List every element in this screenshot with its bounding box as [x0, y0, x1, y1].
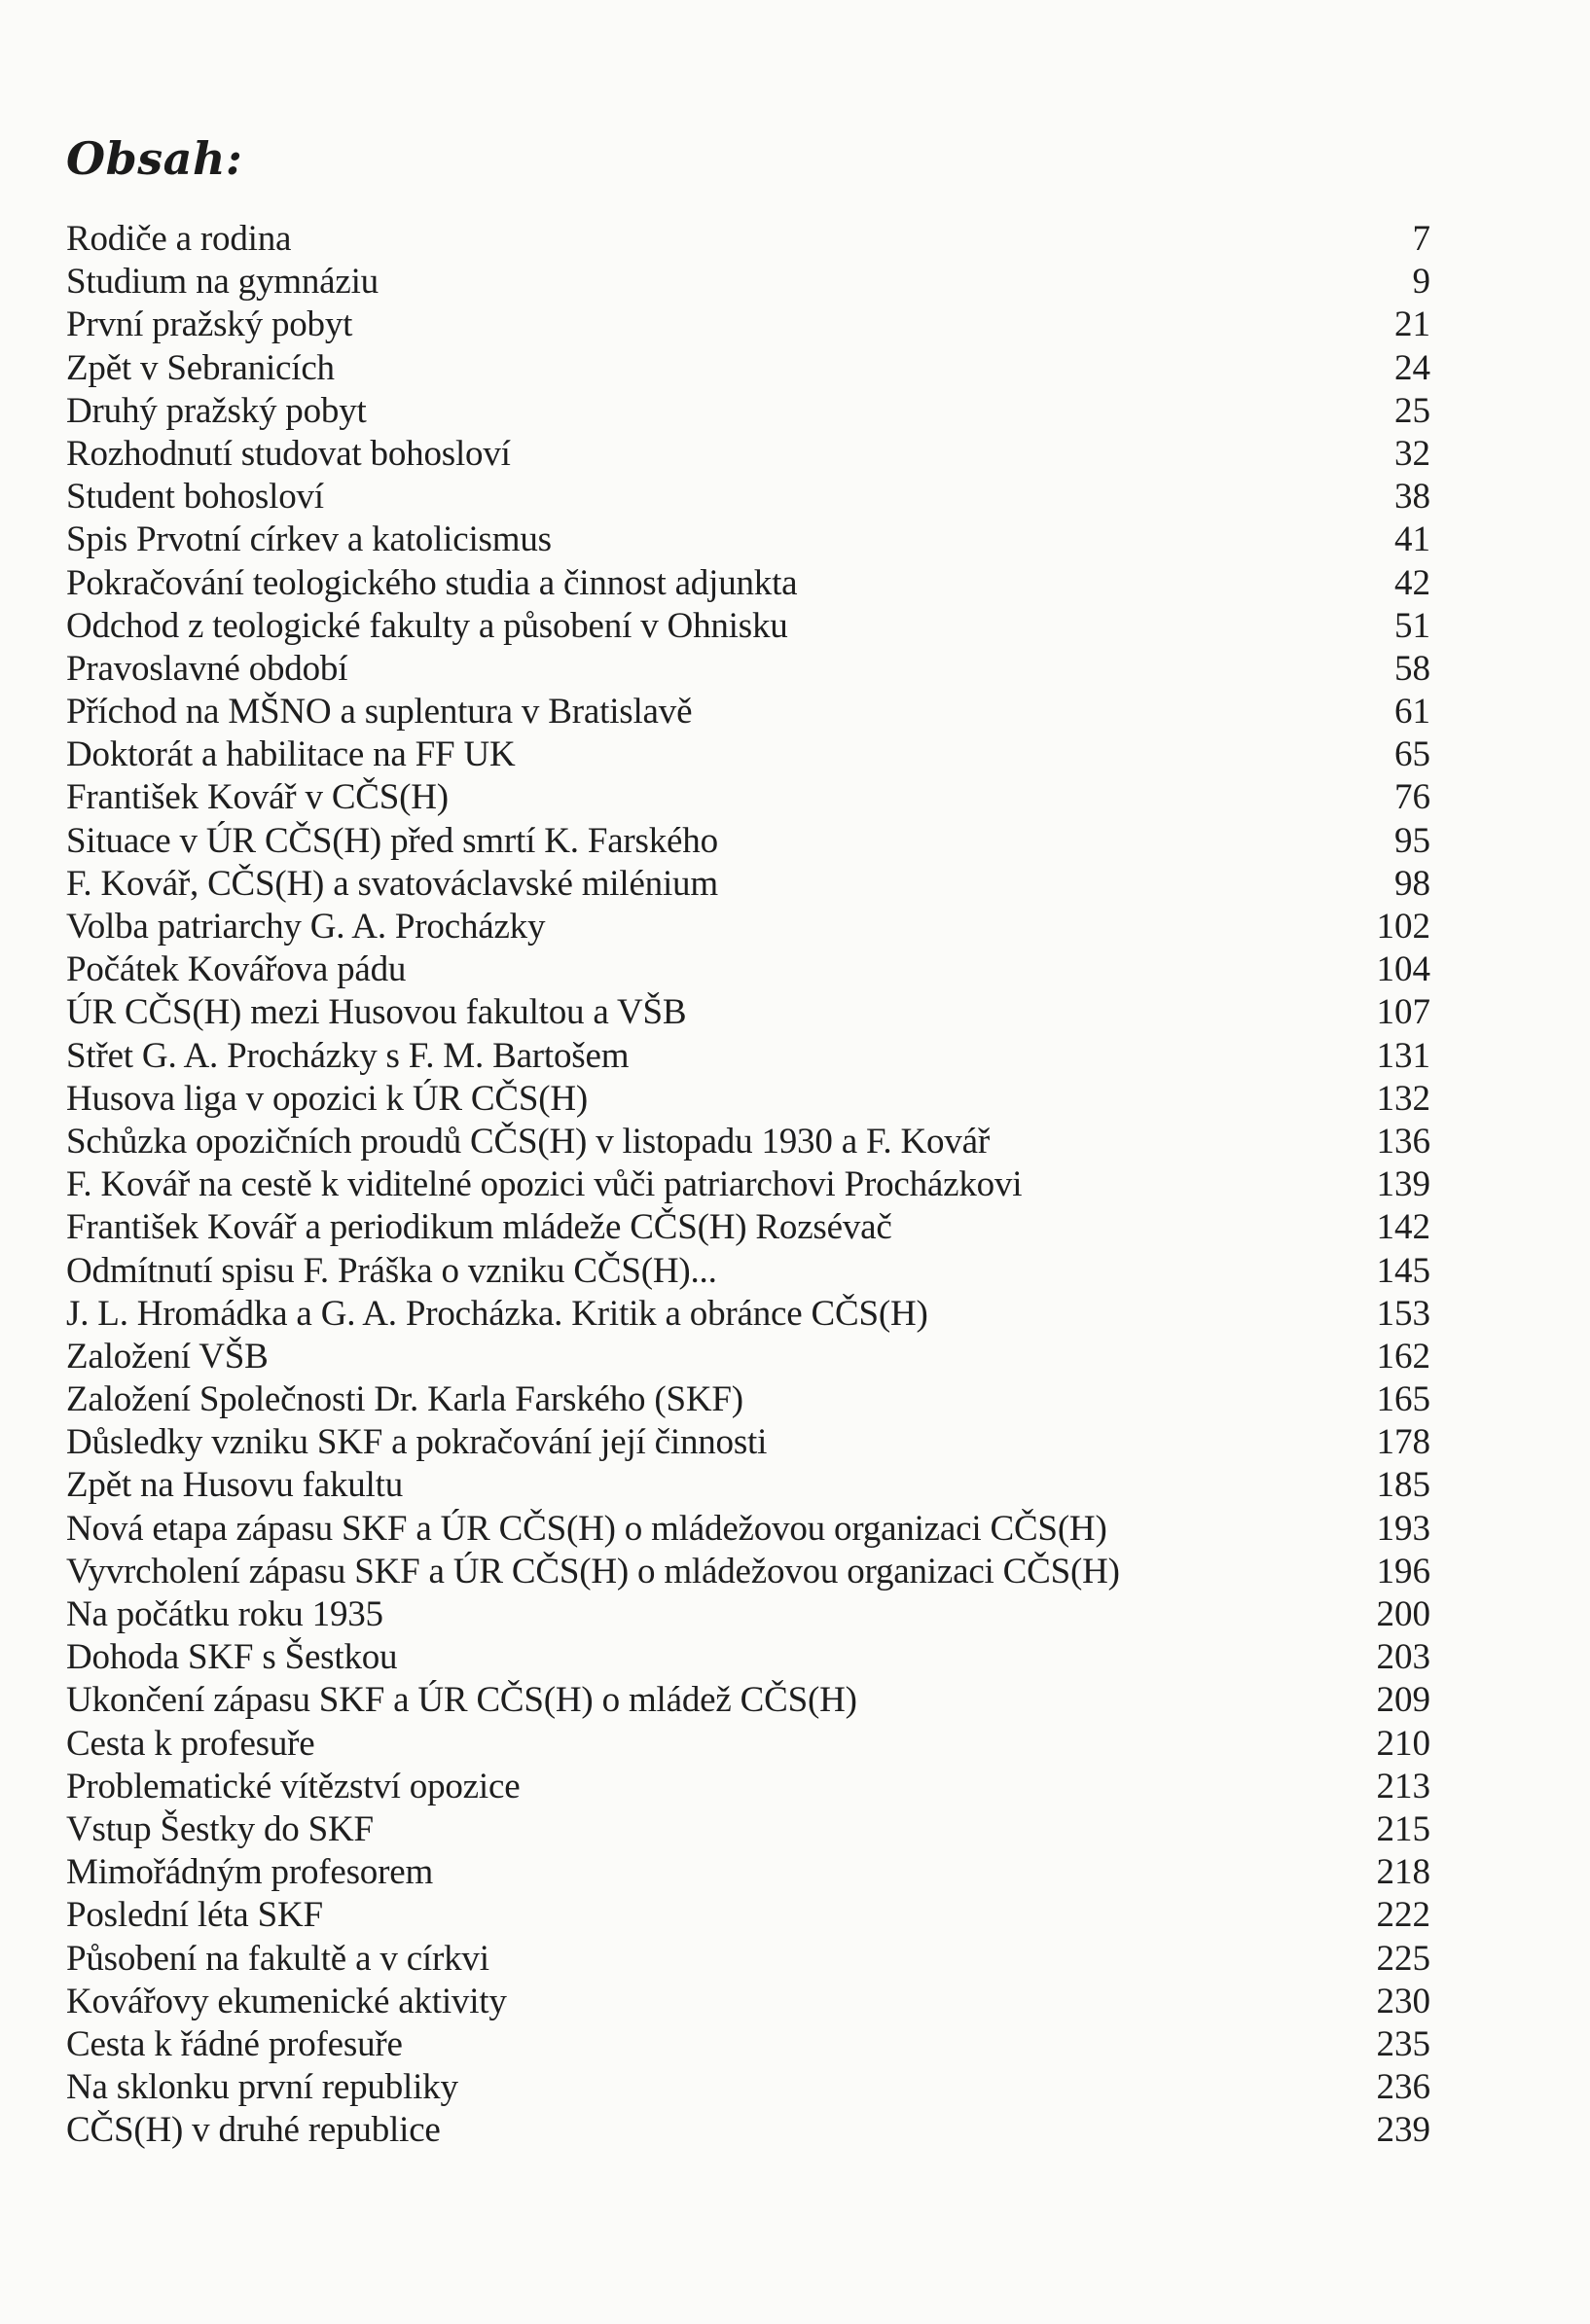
toc-entry-page-number: 225 — [1376, 1938, 1430, 1979]
toc-entry-title: Střet G. A. Procházky s F. M. Bartošem — [66, 1035, 630, 1076]
toc-entry-title: Pokračování teologického studia a činnost adjunkta — [66, 562, 798, 603]
toc-entry — [66, 1508, 1430, 1551]
toc-entry-page-number: 38 — [1394, 477, 1430, 518]
toc-entry-title: Problematické vítězství opozice — [66, 1766, 521, 1806]
toc-entry-title: Poslední léta SKF — [66, 1895, 323, 1936]
toc-entry-page-number: 178 — [1376, 1422, 1430, 1463]
toc-entry-page-number: 203 — [1376, 1637, 1430, 1678]
toc-entry-page-number: 42 — [1394, 562, 1430, 603]
toc-entry-page-number: 215 — [1376, 1808, 1430, 1849]
toc-entry — [66, 776, 1430, 819]
toc-entry — [66, 476, 1430, 518]
toc-entry-title: Cesta k profesuře — [66, 1723, 315, 1764]
toc-entry — [66, 1766, 1430, 1808]
toc-entry — [66, 1636, 1430, 1679]
toc-entry — [66, 1464, 1430, 1507]
toc-entry — [66, 2066, 1430, 2109]
toc-entry-page-number: 162 — [1376, 1336, 1430, 1377]
toc-entry-page-number: 21 — [1394, 304, 1430, 345]
toc-entry — [66, 863, 1430, 906]
toc-entry-title: Odchod z teologické fakulty a působení v Ohnisku — [66, 605, 788, 646]
toc-entry-title: Nová etapa zápasu SKF a ÚR CČS(H) o mládežovou organizaci CČS(H) — [66, 1508, 1107, 1549]
toc-entry-title: Zpět v Sebranicích — [66, 347, 335, 388]
toc-entry — [66, 1206, 1430, 1249]
toc-entry-page-number: 236 — [1376, 2067, 1430, 2108]
toc-entry — [66, 733, 1430, 776]
toc-entry-title: J. L. Hromádka a G. A. Procházka. Kritik a obránce CČS(H) — [66, 1293, 928, 1334]
toc-entry-page-number: 209 — [1376, 1680, 1430, 1721]
toc-entry-title: Volba patriarchy G. A. Procházky — [66, 907, 546, 947]
toc-entry — [66, 433, 1430, 476]
toc-entry-title: Založení Společnosti Dr. Karla Farského (SKF) — [66, 1379, 743, 1420]
toc-entry — [66, 1035, 1430, 1078]
toc-entry-page-number: 32 — [1394, 433, 1430, 474]
toc-entry-page-number: 200 — [1376, 1594, 1430, 1634]
toc-entry-title: ÚR CČS(H) mezi Husovou fakultou a VŠB — [66, 992, 687, 1033]
toc-entry-page-number: 104 — [1376, 949, 1430, 990]
toc-entry-page-number: 58 — [1394, 648, 1430, 689]
toc-entry-page-number: 136 — [1376, 1121, 1430, 1162]
toc-entry-title: F. Kovář na cestě k viditelné opozici vůči patriarchovi Procházkovi — [66, 1164, 1023, 1205]
toc-entry-title: Důsledky vzniku SKF a pokračování její činnosti — [66, 1422, 768, 1463]
toc-entry-page-number: 235 — [1376, 2023, 1430, 2064]
toc-entry-title: František Kovář a periodikum mládeže CČS(H) Rozsévač — [66, 1207, 892, 1248]
toc-entry-title: F. Kovář, CČS(H) a svatováclavské milénium — [66, 863, 718, 904]
toc-entry-page-number: 95 — [1394, 820, 1430, 861]
toc-entry-title: Husova liga v opozici k ÚR CČS(H) — [66, 1078, 589, 1119]
toc-entry-title: Dohoda SKF s Šestkou — [66, 1637, 398, 1678]
toc-entry-page-number: 107 — [1376, 992, 1430, 1033]
toc-entry — [66, 1250, 1430, 1293]
toc-entry-page-number: 185 — [1376, 1465, 1430, 1506]
toc-entry-page-number: 213 — [1376, 1766, 1430, 1806]
toc-entry-page-number: 165 — [1376, 1379, 1430, 1420]
toc-entry — [66, 218, 1430, 261]
toc-entry-page-number: 131 — [1376, 1035, 1430, 1076]
toc-entry-title: Na sklonku první republiky — [66, 2067, 458, 2108]
toc-entry-title: Schůzka opozičních proudů CČS(H) v listopadu 1930 a F. Kovář — [66, 1121, 990, 1162]
toc-entry — [66, 1679, 1430, 1722]
toc-entry-page-number: 230 — [1376, 1981, 1430, 2021]
toc-entry-title: Kovářovy ekumenické aktivity — [66, 1981, 507, 2021]
toc-entry — [66, 2023, 1430, 2066]
toc-entry-page-number: 76 — [1394, 777, 1430, 818]
toc-entry-page-number: 65 — [1394, 734, 1430, 775]
toc-entry — [66, 820, 1430, 863]
table-of-contents — [66, 218, 1430, 2152]
toc-entry — [66, 261, 1430, 304]
toc-entry-title: CČS(H) v druhé republice — [66, 2110, 441, 2151]
toc-entry-page-number: 102 — [1376, 907, 1430, 947]
toc-entry — [66, 1551, 1430, 1593]
toc-entry-page-number: 145 — [1376, 1250, 1430, 1291]
toc-entry-title: Student bohosloví — [66, 477, 324, 518]
toc-entry-page-number: 222 — [1376, 1895, 1430, 1936]
toc-entry-page-number: 51 — [1394, 605, 1430, 646]
toc-entry-title: Založení VŠB — [66, 1336, 269, 1377]
toc-entry-title: Mimořádným profesorem — [66, 1852, 434, 1893]
toc-entry-title: Zpět na Husovu fakultu — [66, 1465, 403, 1506]
toc-entry — [66, 562, 1430, 605]
toc-entry-title: Studium na gymnáziu — [66, 262, 379, 303]
toc-entry — [66, 691, 1430, 733]
toc-entry-page-number: 9 — [1412, 262, 1430, 303]
toc-entry — [66, 1378, 1430, 1421]
toc-entry — [66, 2109, 1430, 2152]
toc-entry — [66, 991, 1430, 1034]
toc-entry-title: První pražský pobyt — [66, 304, 353, 345]
toc-entry — [66, 1121, 1430, 1163]
toc-entry-page-number: 153 — [1376, 1293, 1430, 1334]
toc-entry-page-number: 25 — [1394, 390, 1430, 431]
toc-entry — [66, 1163, 1430, 1206]
toc-entry-page-number: 218 — [1376, 1852, 1430, 1893]
toc-entry-title: Cesta k řádné profesuře — [66, 2023, 403, 2064]
toc-entry-page-number: 193 — [1376, 1508, 1430, 1549]
toc-entry — [66, 1808, 1430, 1851]
toc-entry-title: Působení na fakultě a v církvi — [66, 1938, 489, 1979]
toc-entry — [66, 518, 1430, 561]
toc-entry-page-number: 196 — [1376, 1551, 1430, 1591]
toc-entry — [66, 648, 1430, 691]
toc-entry — [66, 390, 1430, 433]
toc-entry-title: Vyvrcholení zápasu SKF a ÚR CČS(H) o mládežovou organizaci CČS(H) — [66, 1551, 1120, 1591]
toc-entry-title: Pravoslavné období — [66, 648, 348, 689]
toc-entry-title: Na počátku roku 1935 — [66, 1594, 383, 1634]
toc-entry-title: Počátek Kovářova pádu — [66, 949, 407, 990]
toc-entry-page-number: 61 — [1394, 692, 1430, 733]
toc-entry-page-number: 24 — [1394, 347, 1430, 388]
toc-entry-page-number: 139 — [1376, 1164, 1430, 1205]
toc-entry-title: Rozhodnutí studovat bohosloví — [66, 433, 511, 474]
toc-entry — [66, 347, 1430, 390]
toc-entry — [66, 1981, 1430, 2023]
toc-entry — [66, 1938, 1430, 1981]
toc-entry-title: Rodiče a rodina — [66, 219, 292, 259]
toc-entry-title: Druhý pražský pobyt — [66, 390, 367, 431]
toc-entry-page-number: 7 — [1412, 219, 1430, 259]
toc-entry — [66, 605, 1430, 648]
toc-entry — [66, 1078, 1430, 1121]
toc-entry — [66, 906, 1430, 948]
toc-entry — [66, 1593, 1430, 1636]
toc-entry-page-number: 142 — [1376, 1207, 1430, 1248]
toc-entry-page-number: 239 — [1376, 2110, 1430, 2151]
toc-entry-title: František Kovář v CČS(H) — [66, 777, 449, 818]
toc-entry-page-number: 132 — [1376, 1078, 1430, 1119]
toc-entry-title: Vstup Šestky do SKF — [66, 1808, 374, 1849]
toc-entry-page-number: 210 — [1376, 1723, 1430, 1764]
toc-heading: Obsah: — [66, 132, 243, 185]
toc-entry — [66, 304, 1430, 346]
toc-entry-title: Ukončení zápasu SKF a ÚR CČS(H) o mládež CČS(H) — [66, 1680, 857, 1721]
toc-entry — [66, 1894, 1430, 1937]
toc-entry — [66, 1336, 1430, 1378]
toc-entry-title: Situace v ÚR CČS(H) před smrtí K. Farského — [66, 820, 718, 861]
toc-entry-title: Spis Prvotní církev a katolicismus — [66, 519, 552, 560]
toc-entry-title: Doktorát a habilitace na FF UK — [66, 734, 516, 775]
toc-entry-title: Odmítnutí spisu F. Práška o vzniku CČS(H)... — [66, 1250, 717, 1291]
toc-entry — [66, 1851, 1430, 1894]
toc-entry-page-number: 98 — [1394, 863, 1430, 904]
toc-entry — [66, 1723, 1430, 1766]
toc-entry — [66, 948, 1430, 991]
toc-entry — [66, 1293, 1430, 1336]
toc-entry — [66, 1421, 1430, 1464]
toc-entry-page-number: 41 — [1394, 519, 1430, 560]
toc-entry-title: Příchod na MŠNO a suplentura v Bratislavě — [66, 692, 693, 733]
